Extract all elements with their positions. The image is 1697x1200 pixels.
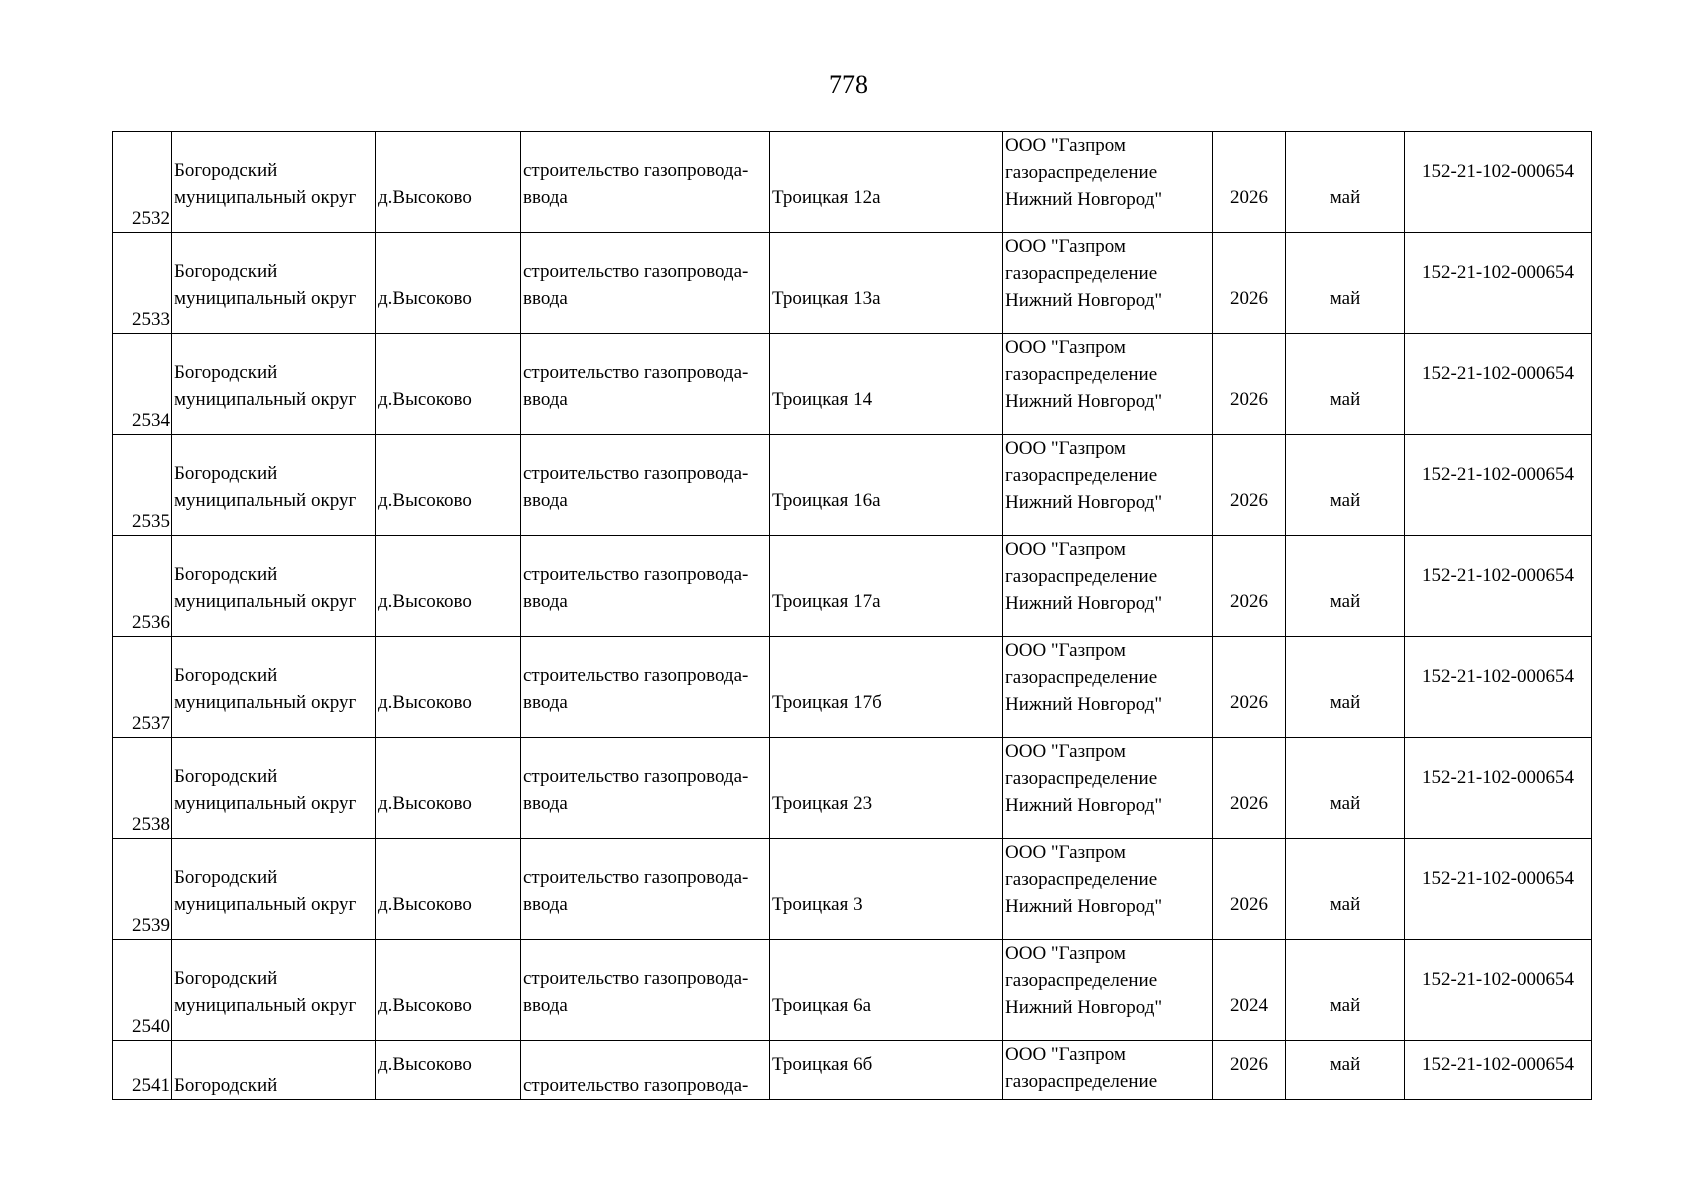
work-type-cell: строительство газопровода- ввода — [521, 738, 770, 839]
row-number: 2535 — [113, 435, 172, 536]
year-cell: 2026 — [1213, 536, 1286, 637]
address-cell: Троицкая 14 — [770, 334, 1003, 435]
address-cell: Троицкая 6б — [770, 1041, 1003, 1100]
address-cell: Троицкая 12а — [770, 132, 1003, 233]
program-code-cell: 152-21-102-000654 — [1405, 1041, 1592, 1100]
gas-pipeline-table — [112, 131, 1592, 1100]
district-cell: Богородский муниципальный округ — [172, 839, 376, 940]
program-code-cell: 152-21-102-000654 — [1405, 334, 1592, 435]
table-body — [113, 132, 1592, 1100]
address-cell: Троицкая 3 — [770, 839, 1003, 940]
district-cell: Богородский муниципальный округ — [172, 536, 376, 637]
year-cell: 2026 — [1213, 738, 1286, 839]
settlement-cell: д.Высоково — [376, 940, 521, 1041]
month-cell: май — [1286, 233, 1405, 334]
settlement-cell: д.Высоково — [376, 334, 521, 435]
address-cell: Троицкая 23 — [770, 738, 1003, 839]
organization-cell: ООО "Газпром газораспределение Нижний Новгород" — [1003, 738, 1213, 839]
month-cell: май — [1286, 334, 1405, 435]
table-row — [113, 738, 1592, 839]
settlement-cell: д.Высоково — [376, 435, 521, 536]
address-cell: Троицкая 6а — [770, 940, 1003, 1041]
row-number: 2534 — [113, 334, 172, 435]
month-cell: май — [1286, 132, 1405, 233]
work-type-cell: строительство газопровода- ввода — [521, 435, 770, 536]
row-number: 2532 — [113, 132, 172, 233]
row-number: 2536 — [113, 536, 172, 637]
district-cell: Богородский — [172, 1041, 376, 1100]
address-cell: Троицкая 17б — [770, 637, 1003, 738]
program-code-cell: 152-21-102-000654 — [1405, 233, 1592, 334]
row-number: 2541 — [113, 1041, 172, 1100]
month-cell: май — [1286, 1041, 1405, 1100]
row-number: 2533 — [113, 233, 172, 334]
district-cell: Богородский муниципальный округ — [172, 940, 376, 1041]
district-cell: Богородский муниципальный округ — [172, 233, 376, 334]
page-number: 778 — [829, 70, 868, 99]
district-cell: Богородский муниципальный округ — [172, 435, 376, 536]
table-row — [113, 839, 1592, 940]
organization-cell: ООО "Газпром газораспределение Нижний Новгород" — [1003, 536, 1213, 637]
table-row — [113, 637, 1592, 738]
month-cell: май — [1286, 435, 1405, 536]
program-code-cell: 152-21-102-000654 — [1405, 536, 1592, 637]
month-cell: май — [1286, 536, 1405, 637]
district-cell: Богородский муниципальный округ — [172, 132, 376, 233]
organization-cell: ООО "Газпром газораспределение Нижний Новгород" — [1003, 839, 1213, 940]
table-row — [113, 940, 1592, 1041]
program-code-cell: 152-21-102-000654 — [1405, 940, 1592, 1041]
year-cell: 2024 — [1213, 940, 1286, 1041]
organization-cell: ООО "Газпром газораспределение Нижний Новгород" — [1003, 637, 1213, 738]
work-type-cell: строительство газопровода- ввода — [521, 132, 770, 233]
work-type-cell: строительство газопровода- ввода — [521, 637, 770, 738]
program-code-cell: 152-21-102-000654 — [1405, 132, 1592, 233]
program-code-cell: 152-21-102-000654 — [1405, 435, 1592, 536]
row-number: 2540 — [113, 940, 172, 1041]
organization-cell: ООО "Газпром газораспределение Нижний Новгород" — [1003, 132, 1213, 233]
year-cell: 2026 — [1213, 839, 1286, 940]
settlement-cell: д.Высоково — [376, 1041, 521, 1100]
row-number: 2538 — [113, 738, 172, 839]
address-cell: Троицкая 13а — [770, 233, 1003, 334]
program-code-cell: 152-21-102-000654 — [1405, 637, 1592, 738]
settlement-cell: д.Высоково — [376, 839, 521, 940]
district-cell: Богородский муниципальный округ — [172, 334, 376, 435]
month-cell: май — [1286, 940, 1405, 1041]
table-row — [113, 536, 1592, 637]
year-cell: 2026 — [1213, 435, 1286, 536]
organization-cell: ООО "Газпром газораспределение Нижний Новгород" — [1003, 940, 1213, 1041]
organization-cell: ООО "Газпром газораспределение Нижний Новгород" — [1003, 334, 1213, 435]
district-cell: Богородский муниципальный округ — [172, 637, 376, 738]
table-row — [113, 132, 1592, 233]
work-type-cell: строительство газопровода- — [521, 1041, 770, 1100]
work-type-cell: строительство газопровода- ввода — [521, 940, 770, 1041]
settlement-cell: д.Высоково — [376, 637, 521, 738]
month-cell: май — [1286, 738, 1405, 839]
work-type-cell: строительство газопровода- ввода — [521, 334, 770, 435]
table-row — [113, 233, 1592, 334]
table-row — [113, 1041, 1592, 1100]
year-cell: 2026 — [1213, 637, 1286, 738]
year-cell: 2026 — [1213, 233, 1286, 334]
row-number: 2537 — [113, 637, 172, 738]
address-cell: Троицкая 16а — [770, 435, 1003, 536]
row-number: 2539 — [113, 839, 172, 940]
table-row — [113, 334, 1592, 435]
program-code-cell: 152-21-102-000654 — [1405, 738, 1592, 839]
settlement-cell: д.Высоково — [376, 738, 521, 839]
table-row — [113, 435, 1592, 536]
program-code-cell: 152-21-102-000654 — [1405, 839, 1592, 940]
month-cell: май — [1286, 839, 1405, 940]
work-type-cell: строительство газопровода- ввода — [521, 839, 770, 940]
settlement-cell: д.Высоково — [376, 536, 521, 637]
organization-cell: ООО "Газпром газораспределение Нижний Новгород" — [1003, 435, 1213, 536]
year-cell: 2026 — [1213, 334, 1286, 435]
district-cell: Богородский муниципальный округ — [172, 738, 376, 839]
month-cell: май — [1286, 637, 1405, 738]
address-cell: Троицкая 17а — [770, 536, 1003, 637]
settlement-cell: д.Высоково — [376, 233, 521, 334]
work-type-cell: строительство газопровода- ввода — [521, 233, 770, 334]
settlement-cell: д.Высоково — [376, 132, 521, 233]
work-type-cell: строительство газопровода- ввода — [521, 536, 770, 637]
organization-cell: ООО "Газпром газораспределение — [1003, 1041, 1213, 1100]
year-cell: 2026 — [1213, 1041, 1286, 1100]
organization-cell: ООО "Газпром газораспределение Нижний Новгород" — [1003, 233, 1213, 334]
year-cell: 2026 — [1213, 132, 1286, 233]
